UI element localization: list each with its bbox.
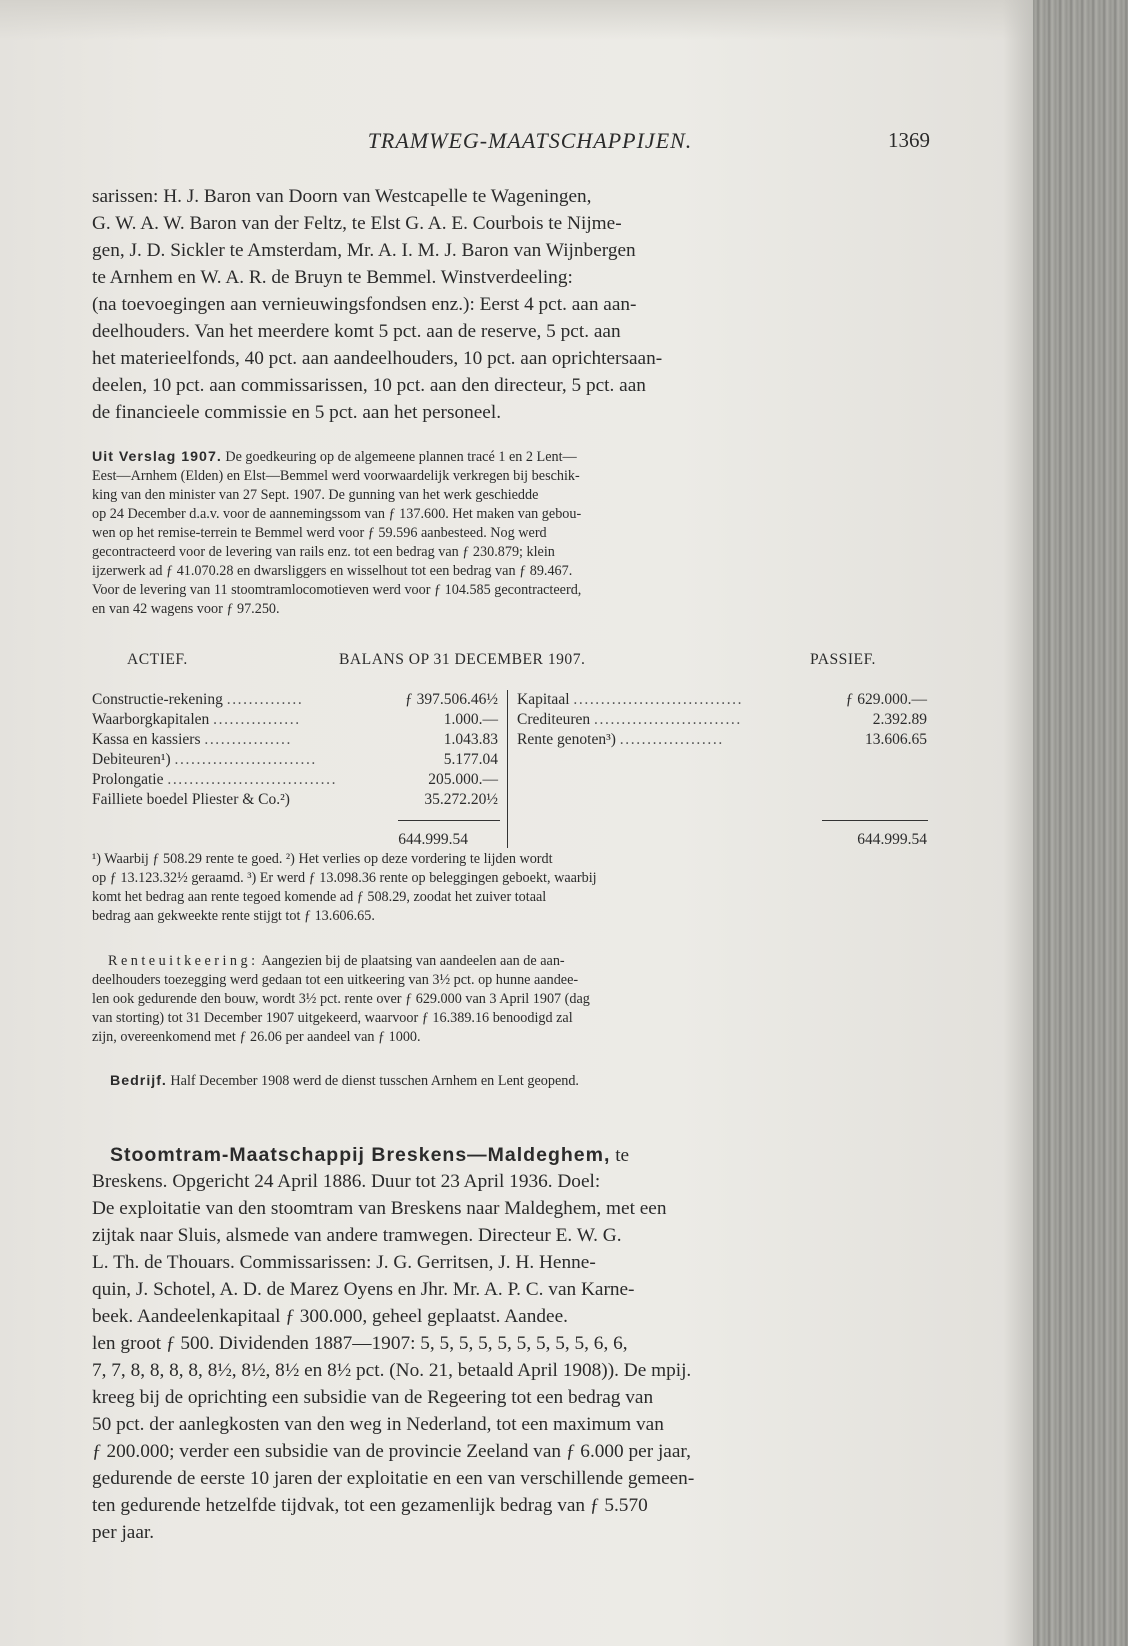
verslag-line: gecontracteerd voor de levering van rails enz. tot een bedrag van ƒ 230.879; klein: [92, 544, 555, 560]
balance-left-row-amount: 1.000.—: [443, 711, 498, 728]
rente-line: Aangezien bij de plaatsing van aandeelen aan de aan-: [261, 953, 565, 969]
balance-footnote-line: komt het bedrag aan rente tegoed komende ad ƒ 508.29, zoodat het zuiver totaal: [92, 889, 547, 905]
intro-line: deelhouders. Van het meerdere komt 5 pct. aan de reserve, 5 pct. aan: [92, 321, 621, 342]
balance-left-row-amount: 1.043.83: [443, 731, 498, 748]
breskens-line: len groot ƒ 500. Dividenden 1887—1907: 5, 5, 5, 5, 5, 5, 5, 5, 5, 6, 6,: [92, 1333, 628, 1354]
rente-line: len ook gedurende den bouw, wordt 3½ pct. rente over ƒ 629.000 van 3 April 1907 (dag: [92, 991, 590, 1007]
verslag-line: De goedkeuring op de algemeene plannen tracé 1 en 2 Lent—: [225, 449, 577, 465]
balance-left-row-label: Prolongatie ...............................: [92, 771, 338, 788]
verslag-line: wen op het remise-terrein te Bemmel werd voor ƒ 59.596 aanbesteed. Nog werd: [92, 525, 547, 541]
breskens-line: Breskens. Opgericht 24 April 1886. Duur tot 23 April 1936. Doel:: [92, 1171, 601, 1192]
breskens-line: gedurende de eerste 10 jaren der exploitatie en een van verschillende gemeen-: [92, 1468, 695, 1489]
breskens-company-name: Stoomtram-Maatschappij Breskens—Maldeghem,: [110, 1144, 611, 1166]
breskens-line: De exploitatie van den stoomtram van Breskens naar Maldeghem, met een: [92, 1198, 667, 1219]
verslag-line: king van den minister van 27 Sept. 1907. De gunning van het werk geschiedde: [92, 487, 539, 503]
breskens-line: zijtak naar Sluis, alsmede van andere tramwegen. Directeur E. W. G.: [92, 1225, 622, 1246]
balance-footnote-line: bedrag aan gekweekte rente stijgt tot ƒ 13.606.65.: [92, 908, 375, 924]
balance-left-row-label: Failliete boedel Pliester & Co.²): [92, 791, 290, 808]
balance-actief-label: ACTIEF.: [127, 651, 188, 668]
rente-first-line: [92, 952, 936, 971]
balance-title: BALANS OP 31 DECEMBER 1907.: [339, 651, 586, 668]
balance-left-row-label: Constructie-rekening ..............: [92, 691, 304, 708]
verslag-first-line: [92, 448, 936, 467]
breskens-line: 7, 7, 8, 8, 8, 8, 8½, 8½, 8½ en 8½ pct. (No. 21, betaald April 1908)). De mpij.: [92, 1360, 692, 1381]
intro-line: G. W. A. W. Baron van der Feltz, te Elst G. A. E. Courbois te Nijme-: [92, 213, 622, 234]
balance-right-row-amount: 13.606.65: [865, 731, 927, 748]
balance-left-total-rule: [398, 820, 500, 821]
balance-left-row-amount: 205.000.—: [428, 771, 498, 788]
intro-line: gen, J. D. Sickler te Amsterdam, Mr. A. I. M. J. Baron van Wijnbergen: [92, 240, 636, 261]
balance-left-row-amount: 35.272.20½: [424, 791, 498, 808]
bedrijf-text: Half December 1908 werd de dienst tusschen Arnhem en Lent geopend.: [170, 1073, 579, 1089]
page-gutter-shadow: [1003, 0, 1033, 1646]
rente-line: zijn, overeenkomend met ƒ 26.06 per aandeel van ƒ 1000.: [92, 1029, 421, 1045]
bedrijf-heading: Bedrijf.: [110, 1073, 167, 1089]
balance-footnote-line: op ƒ 13.123.32½ geraamd. ³) Er werd ƒ 13.098.36 rente op beleggingen geboekt, waarbij: [92, 870, 597, 886]
balance-right-total-rule: [822, 820, 928, 821]
verslag-heading: Uit Verslag 1907.: [92, 449, 222, 465]
breskens-line: te: [615, 1145, 630, 1166]
rente-heading: Renteuitkeering:: [108, 953, 259, 969]
verslag-line: ijzerwerk ad ƒ 41.070.28 en dwarsliggers en wisselhout tot een bedrag van ƒ 89.467.: [92, 563, 573, 579]
balance-right-row-amount: 2.392.89: [872, 711, 927, 728]
balance-right-total: 644.999.54: [857, 831, 927, 848]
balance-left-row-label: Debiteuren¹) ..........................: [92, 751, 317, 768]
bedrijf-line: [92, 1072, 936, 1091]
verslag-line: en van 42 wagens voor ƒ 97.250.: [92, 601, 280, 617]
balance-right-row-amount: ƒ 629.000.—: [845, 691, 927, 708]
breskens-line: per jaar.: [92, 1522, 155, 1543]
balance-right-row-label: Crediteuren ...........................: [517, 711, 742, 728]
balance-left-row-amount: 5.177.04: [443, 751, 498, 768]
intro-line: (na toevoegingen aan vernieuwingsfondsen enz.): Eerst 4 pct. aan aan-: [92, 294, 637, 315]
book-page-edges: [1033, 0, 1128, 1646]
breskens-line: L. Th. de Thouars. Commissarissen: J. G. Gerritsen, J. H. Henne-: [92, 1252, 596, 1273]
page-number: 1369: [888, 128, 930, 152]
rente-line: deelhouders toezegging werd gedaan tot een uitkeering van 3½ pct. op hunne aandee-: [92, 972, 579, 988]
balance-left-total: 644.999.54: [398, 831, 468, 848]
balance-left-row-label: Kassa en kassiers ................: [92, 731, 292, 748]
rente-line: van storting) tot 31 December 1907 uitgekeerd, waarvoor ƒ 16.389.16 benoodigd zal: [92, 1010, 573, 1026]
intro-line: het materieelfonds, 40 pct. aan aandeelhouders, 10 pct. aan oprichtersaan-: [92, 348, 663, 369]
breskens-line: ten gedurende hetzelfde tijdvak, tot een gezamenlijk bedrag van ƒ 5.570: [92, 1495, 648, 1516]
running-head: TRAMWEG-MAATSCHAPPIJEN.: [367, 128, 693, 153]
balance-left-row-label: Waarborgkapitalen ................: [92, 711, 301, 728]
balance-right-row-label: Rente genoten³) ...................: [517, 731, 724, 748]
verslag-line: Voor de levering van 11 stoomtramlocomotieven werd voor ƒ 104.585 gecontracteerd,: [92, 582, 582, 598]
balance-right-row-label: Kapitaal ...............................: [517, 691, 744, 708]
balance-left-row-amount: ƒ 397.506.46½: [405, 691, 498, 708]
breskens-line: quin, J. Schotel, A. D. de Marez Oyens en Jhr. Mr. A. P. C. van Karne-: [92, 1279, 635, 1300]
intro-line: deelen, 10 pct. aan commissarissen, 10 pct. aan den directeur, 5 pct. aan: [92, 375, 646, 396]
balance-column-divider: [507, 690, 508, 848]
verslag-line: Eest—Arnhem (Elden) en Elst—Bemmel werd voorwaardelijk verkregen bij beschik-: [92, 468, 580, 484]
balance-footnote-line: ¹) Waarbij ƒ 508.29 rente te goed. ²) Het verlies op deze vordering te lijden wordt: [92, 851, 553, 867]
breskens-line: 50 pct. der aanlegkosten van den weg in Nederland, tot een maximum van: [92, 1414, 664, 1435]
intro-line: de financieele commissie en 5 pct. aan het personeel.: [92, 402, 502, 423]
breskens-line: kreeg bij de oprichting een subsidie van de Regeering tot een bedrag van: [92, 1387, 654, 1408]
breskens-line: ƒ 200.000; verder een subsidie van de provincie Zeeland van ƒ 6.000 per jaar,: [92, 1441, 691, 1462]
intro-line: te Arnhem en W. A. R. de Bruyn te Bemmel. Winstverdeeling:: [92, 267, 573, 288]
verslag-line: op 24 December d.a.v. voor de aannemingssom van ƒ 137.600. Het maken van gebou-: [92, 506, 582, 522]
balance-passief-label: PASSIEF.: [810, 651, 876, 668]
breskens-first-line: [92, 1142, 936, 1170]
intro-line: sarissen: H. J. Baron van Doorn van Westcapelle te Wageningen,: [92, 186, 592, 207]
breskens-line: beek. Aandeelenkapitaal ƒ 300.000, geheel geplaatst. Aandee.: [92, 1306, 568, 1327]
